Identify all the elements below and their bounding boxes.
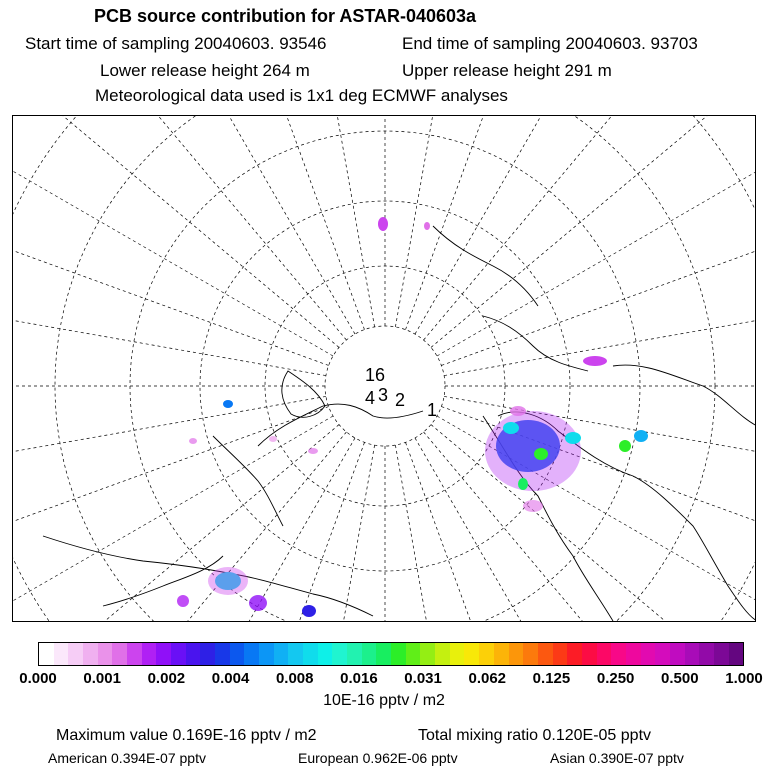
colorbar-cell: [597, 643, 612, 665]
colorbar-tick-label: 0.250: [596, 670, 635, 687]
plume-east-3: [634, 430, 648, 442]
colorbar-cell: [699, 643, 714, 665]
plume-small-4: [223, 400, 233, 408]
total-mixing-ratio: Total mixing ratio 0.120E-05 pptv: [418, 727, 652, 744]
upper-release-height: Upper release height 291 m: [402, 61, 612, 80]
colorbar-tick-label: 0.125: [532, 670, 571, 687]
meridian-line: [263, 116, 374, 327]
color-legend-bar: [38, 642, 744, 666]
coastlines: [43, 226, 756, 621]
asian-contribution: Asian 0.390E-07 pptv: [550, 750, 684, 766]
pole-label-1: 16: [365, 365, 386, 385]
meridian-line: [35, 116, 355, 334]
meridian-line: [437, 416, 756, 622]
colorbar-cell: [200, 643, 215, 665]
plume-west-halo: [208, 567, 248, 595]
colorbar-cell: [391, 643, 406, 665]
plume-east-2: [619, 440, 631, 452]
colorbar-cell: [68, 643, 83, 665]
plume-small-1: [510, 406, 526, 416]
colorbar-cell: [406, 643, 421, 665]
meridian-line: [395, 445, 506, 622]
colorbar-tick-label: 0.000: [19, 670, 57, 687]
coastline-north-america: [43, 536, 373, 616]
colorbar-cell: [288, 643, 303, 665]
meridian-line: [13, 116, 346, 340]
colorbar-cell: [39, 643, 54, 665]
plume-main-halo: [485, 411, 581, 491]
colorbar-unit: 10E-16 pptv / m2: [323, 692, 445, 709]
colorbar-cell: [479, 643, 494, 665]
colorbar-tick-label: 0.016: [340, 670, 378, 687]
plume-small-2: [378, 217, 388, 231]
plume-core-1: [503, 422, 519, 434]
map-title: PCB source contribution for ASTAR-040603a: [94, 6, 477, 26]
colorbar-cell: [376, 643, 391, 665]
colorbar-cell: [582, 643, 597, 665]
colorbar-cell: [670, 643, 685, 665]
plume-scatter-3: [269, 436, 277, 442]
end-time: End time of sampling 20040603. 93703: [402, 34, 698, 53]
plume-small-3: [424, 222, 430, 230]
colorbar-tick-label: 0.031: [404, 670, 442, 687]
colorbar-cell: [435, 643, 450, 665]
colorbar-cell: [553, 643, 568, 665]
colorbar-cell: [259, 643, 274, 665]
meridian-line: [424, 116, 756, 340]
plume-east-1: [565, 432, 581, 444]
colorbar-tick-label: 0.004: [211, 670, 250, 687]
colorbar-cell: [464, 643, 479, 665]
colorbar-cell: [230, 643, 245, 665]
max-value: Maximum value 0.169E-16 pptv / m2: [56, 727, 317, 744]
plume-west-3: [302, 605, 316, 617]
european-contribution: European 0.962E-06 pptv: [298, 750, 458, 766]
meridian-line: [13, 116, 339, 347]
colorbar-tick-label: 0.002: [147, 670, 186, 687]
meridian-line: [13, 147, 329, 366]
meridian-line: [415, 116, 735, 334]
colorbar-cell: [641, 643, 656, 665]
colorbar-cell: [523, 643, 538, 665]
colorbar-cell: [142, 643, 157, 665]
colorbar-cell: [655, 643, 670, 665]
concentration-plumes: [177, 217, 648, 617]
colorbar-cell: [186, 643, 201, 665]
plume-scatter-1: [308, 448, 318, 454]
meridian-line: [13, 396, 326, 507]
colorbar-cell: [494, 643, 509, 665]
colorbar-cell: [83, 643, 98, 665]
start-time: Start time of sampling 20040603. 93546: [25, 34, 327, 53]
colorbar-cell: [626, 643, 641, 665]
meridian-line: [406, 116, 625, 330]
colorbar-cell: [332, 643, 347, 665]
map-canvas: [13, 116, 756, 622]
pole-label-3: 3: [378, 385, 389, 405]
meridian-line: [35, 438, 355, 622]
meridian-line: [146, 442, 365, 622]
colorbar-cell: [54, 643, 69, 665]
pole-label-5: 1: [427, 400, 438, 420]
coastline-north-africa: [483, 316, 588, 371]
colorbar-cell: [538, 643, 553, 665]
colorbar-cell: [729, 643, 744, 665]
colorbar-cell: [127, 643, 142, 665]
american-contribution: American 0.394E-07 pptv: [48, 750, 206, 766]
colorbar-tick-label: 1.000: [725, 670, 763, 687]
meridian-line: [13, 416, 333, 622]
met-data-note: Meteorological data used is 1x1 deg ECMWF analyses: [95, 86, 508, 105]
meridian-line: [13, 407, 329, 622]
colorbar-tick-label: 0.008: [275, 670, 314, 687]
colorbar-cell: [567, 643, 582, 665]
colorbar-cell: [347, 643, 362, 665]
colorbar-cell: [112, 643, 127, 665]
colorbar-cell: [274, 643, 289, 665]
colorbar-cell: [362, 643, 377, 665]
colorbar-cell: [509, 643, 524, 665]
meridian-line: [146, 116, 365, 330]
plume-scatter-4: [523, 500, 543, 512]
colorbar-cell: [714, 643, 729, 665]
coastline-greenland: [282, 371, 325, 417]
meridian-line: [441, 147, 756, 366]
pole-label-4: 2: [395, 390, 406, 410]
colorbar-tick-label: 0.500: [661, 670, 699, 687]
colorbar-cell: [215, 643, 230, 665]
colorbar-cell: [685, 643, 700, 665]
polar-map: [12, 115, 756, 622]
coastline-asia-east: [613, 365, 756, 426]
plume-core-2: [534, 448, 548, 460]
plume-west-2: [249, 595, 267, 611]
colorbar-cell: [171, 643, 186, 665]
pole-label-2: 4: [365, 388, 376, 408]
colorbar-cell: [303, 643, 318, 665]
colorbar-cell: [420, 643, 435, 665]
colorbar-tick-label: 0.062: [468, 670, 507, 687]
plume-west-4: [177, 595, 189, 607]
lower-release-height: Lower release height 264 m: [100, 61, 310, 80]
meridian-line: [395, 116, 506, 327]
meridian-line: [431, 425, 756, 622]
colorbar-tick-label: 0.001: [83, 670, 121, 687]
colorbar-cell: [450, 643, 465, 665]
pole-release-labels: [365, 365, 437, 420]
colorbar-cell: [156, 643, 171, 665]
plume-core-3: [518, 478, 528, 490]
plume-scatter-2: [189, 438, 197, 444]
meridian-line: [13, 264, 326, 375]
coastline-europe: [258, 404, 423, 446]
colorbar-cell: [611, 643, 626, 665]
coastline-canada: [213, 436, 283, 526]
plume-north: [583, 356, 607, 366]
colorbar-cell: [244, 643, 259, 665]
colorbar-cell: [318, 643, 333, 665]
colorbar-cell: [98, 643, 113, 665]
